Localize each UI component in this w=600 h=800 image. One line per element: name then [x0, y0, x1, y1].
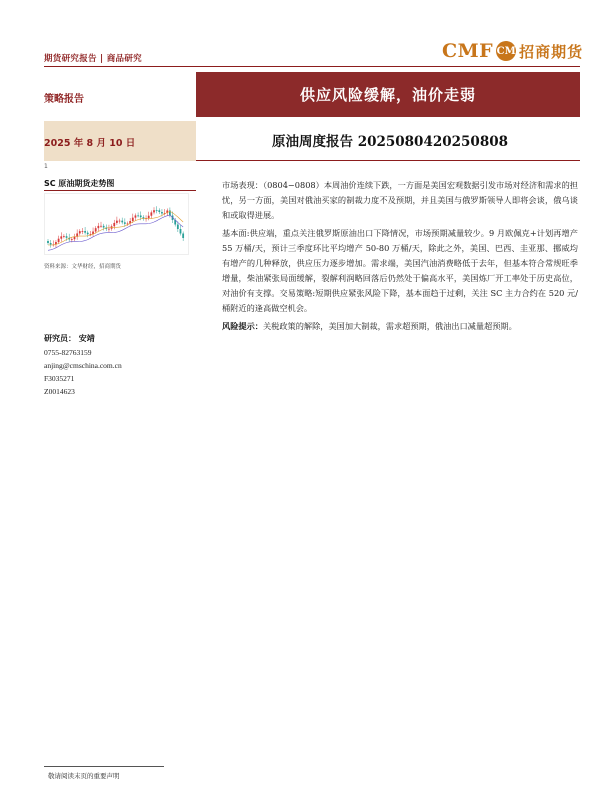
candle-body [82, 231, 84, 232]
footer-divider [44, 766, 164, 767]
candle-body [97, 226, 99, 228]
candle-body [177, 225, 179, 230]
sc-crude-price-chart [44, 193, 189, 255]
candle-body [153, 210, 155, 212]
candle-body [58, 239, 60, 242]
analyst-license-futures: F3035271 [44, 374, 75, 383]
candle-body [116, 221, 118, 223]
chart-title-divider [44, 190, 196, 191]
candle-body [124, 222, 126, 224]
candle-body [132, 218, 134, 221]
candle-body [135, 215, 137, 217]
page-mark: 1 [44, 163, 48, 170]
candle-body [113, 223, 115, 226]
candle-body [71, 239, 73, 240]
candle-body [87, 233, 89, 235]
fundamentals-paragraph: 基本面:供应端，重点关注俄罗斯原油出口下降情况，市场预期减量较少。9 月欧佩克+计划再增产 55 万桶/天，预计三季度环比平均增产 50-80 万桶/天，除此之外，美国、巴西、圭亚那、挪威均有增产的几种释放，供应压力逐步增加。需求端，美国汽油消费略低于去年，但基本符合常规旺季增量，柴油紧张局面缓解，裂解利润略回落后仍然处于偏高水平，美国炼厂开工率处于历史高位，对油价有支撑。交易策略:短期供应紧张风险下降，基本面趋于过剩，关注 SC 主力合约在 520 元/桶附近的逢高做空机会。 [222, 228, 578, 313]
chart-title: SC 原油期货走势图 [44, 179, 115, 188]
candle-body [95, 228, 97, 231]
risk-label: 风险提示： [222, 321, 263, 331]
logo-emblem-icon: CM [496, 41, 516, 61]
risk-text: 关税政策的解除，美国加大制裁，需求超预期，俄油出口减量超预期。 [262, 321, 517, 331]
analyst-phone: 0755-82763159 [44, 348, 92, 357]
candle-body [63, 236, 65, 237]
report-title: 原油周度报告 2025080420250808 [272, 134, 508, 150]
candle-body [161, 212, 163, 213]
disclaimer-note: 敬请阅读末页的重要声明 [48, 772, 120, 780]
analyst-name: 研究员： 安靖 [44, 334, 95, 343]
report-category: 策略报告 [44, 94, 84, 105]
header-divider [44, 66, 580, 67]
moving-average-line [48, 215, 183, 250]
analyst-email: anjing@cmschina.com.cn [44, 361, 122, 370]
candle-body [66, 236, 68, 238]
candle-body [47, 241, 49, 243]
candle-body [103, 226, 105, 228]
candle-body [74, 237, 76, 239]
candle-body [121, 221, 123, 223]
candle-body [158, 210, 160, 212]
logo-cmf-text: CMF [442, 40, 494, 62]
report-series-label: 期货研究报告 | 商品研究 [44, 54, 142, 64]
candle-body [79, 231, 81, 233]
candle-body [140, 215, 142, 217]
candle-body [150, 212, 152, 215]
report-body [222, 178, 578, 337]
candle-body [119, 221, 121, 222]
candle-body [182, 234, 184, 239]
company-logo [442, 38, 583, 64]
report-headline: 供应风险缓解，油价走弱 [299, 86, 476, 104]
candle-body [84, 231, 86, 233]
candle-body [148, 216, 150, 219]
analyst-license-advisory: Z0014623 [44, 387, 75, 396]
report-date: 2025 年 8 月 10 日 [44, 138, 136, 149]
chart-source-note: 资料来源：文华财经，招商期货 [44, 264, 122, 270]
candle-body [100, 226, 102, 227]
candle-body [50, 243, 52, 245]
moving-average-line [48, 211, 183, 245]
candle-body [108, 229, 110, 230]
candle-body [137, 215, 139, 216]
candle-body [156, 210, 158, 211]
market-performance-paragraph: 市场表现：（0804−0808）本周油价连续下跌，一方面是美国宏观数据引发市场对经济和需求的担忧，另一方面，美国对俄油买家的制裁力度不及预期，并且美国与俄罗斯领导人即将会谈，俄乌谈和或取得进展。 [222, 180, 578, 220]
risk-paragraph [222, 319, 578, 334]
title-divider [196, 160, 580, 161]
candle-body [180, 229, 182, 234]
logo-company-name: 招商期货 [519, 42, 584, 61]
candle-body [60, 236, 62, 238]
